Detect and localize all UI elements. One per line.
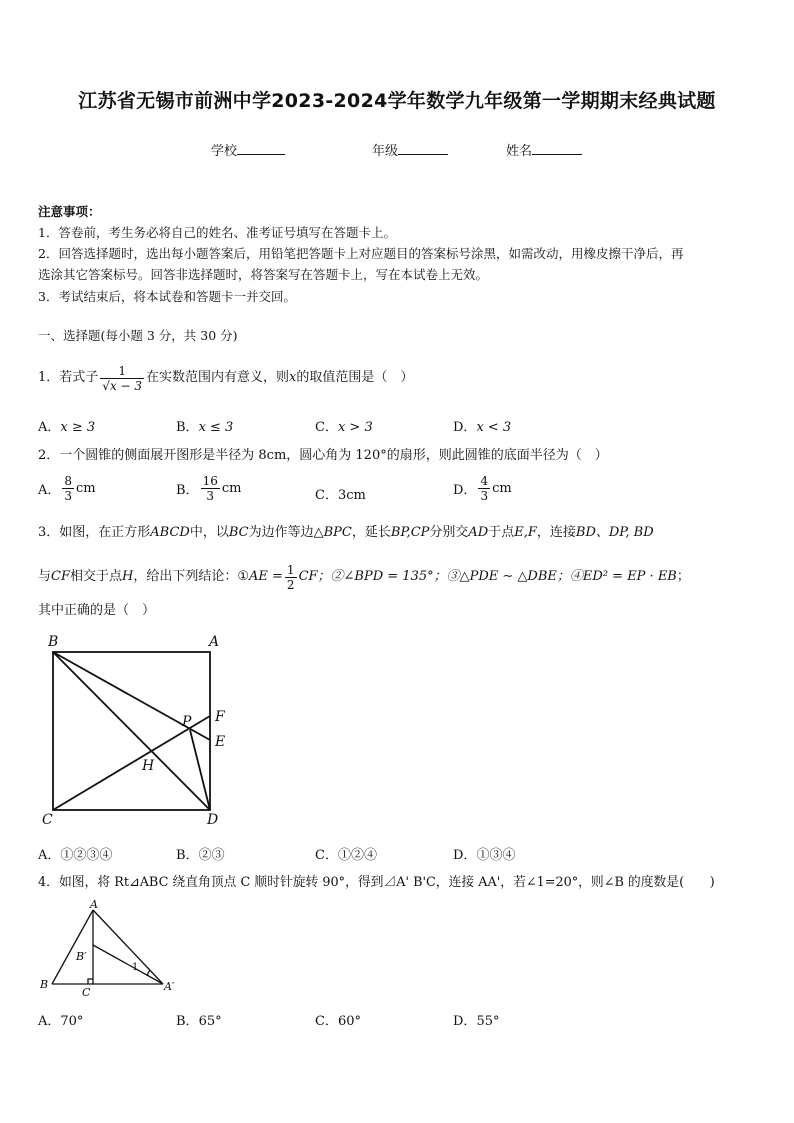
q3-option-d[interactable]: D．①③④ [453, 848, 516, 863]
name-field[interactable] [506, 140, 582, 159]
label-b: B [40, 978, 49, 991]
angle-1-arc [147, 970, 150, 976]
label-a: A [90, 898, 98, 911]
school-field[interactable] [211, 140, 285, 159]
question-1 [38, 358, 413, 398]
label-f: F [215, 709, 225, 725]
q4-option-b[interactable]: B．65° [176, 1014, 222, 1029]
page-title: 江苏省无锡市前洲中学2023-2024学年数学九年级第一学期期末经典试题 [78, 90, 716, 112]
note-item: 3．考试结束后，将本试卷和答题卡一并交回。 [38, 289, 296, 304]
q1-fraction [100, 364, 144, 393]
question-3-line3: 其中正确的是（ ） [38, 603, 156, 618]
q3-option-c[interactable]: C．①②④ [315, 848, 377, 863]
segment-b1a1 [93, 945, 163, 984]
name-label: 姓名 [506, 144, 533, 159]
q3-square-figure [36, 630, 236, 830]
label-d: D [207, 812, 219, 828]
segment-pd [190, 730, 210, 810]
section-heading: 一、选择题(每小题 3 分，共 30 分) [38, 328, 238, 343]
q4-triangle-figure [36, 898, 186, 1000]
label-angle-1: 1 [132, 962, 139, 973]
q2-option-b[interactable]: B． $\frac{16}{3}$ cm [176, 474, 242, 503]
q1-var: x [289, 370, 297, 385]
question-4: 4．如图，将 Rt⊿ABC 绕直角顶点 C 顺时针旋转 90°，得到⊿A' B'C，连接 AA'，若∠1=20°，则∠B 的度数是( ) [38, 875, 715, 890]
q1-option-b[interactable]: B．x ≤ 3 [176, 420, 234, 435]
name-blank[interactable] [532, 142, 582, 155]
label-c: C [82, 986, 91, 999]
question-3-line2: 与 CF 相交于点 H ，给出下列结论： ① AE = $\frac{1}{2}$ CF ；②∠BPD = 135° ；③△PDE ∼ △DBE ；④ED² = EP · EB ； [38, 562, 690, 592]
q1-frac-num: 1 [100, 364, 144, 379]
q3-option-a[interactable]: A．①②③④ [38, 848, 113, 863]
q4-option-d[interactable]: D．55° [453, 1014, 500, 1029]
segment-aa1 [93, 910, 163, 984]
grade-label: 年级 [372, 144, 399, 159]
label-b: B [48, 634, 59, 650]
label-a: A [209, 634, 220, 650]
q3-option-b[interactable]: B．②③ [176, 848, 225, 863]
q4-option-c[interactable]: C．60° [315, 1014, 361, 1029]
notes-heading: 注意事项： [38, 204, 101, 219]
q1-option-a[interactable]: A．x ≥ 3 [38, 420, 96, 435]
q1-frac-den: √x − 3 [102, 378, 143, 393]
segment-ba [52, 910, 93, 984]
q2-option-a[interactable]: A． $\frac{8}{3}$ cm [38, 474, 96, 503]
grade-blank[interactable] [398, 142, 448, 155]
q2-option-c[interactable]: C．3cm [315, 488, 366, 503]
q2-option-d[interactable]: D． $\frac{4}{3}$ cm [453, 474, 512, 503]
note-item: 1．答卷前，考生务必将自己的姓名、准考证号填写在答题卡上。 [38, 225, 396, 240]
question-3-line1: 3．如图，在正方形ABCD中，以BC为边作等边△BPC，延长BP,CP分别交AD于点E,F，连接BD、DP, BD [38, 525, 654, 540]
label-c: C [42, 812, 53, 828]
q1-tail: 的取值范围是（ ） [296, 370, 414, 385]
school-label: 学校 [211, 144, 238, 159]
question-2: 2．一个圆锥的侧面展开图形是半径为 8cm，圆心角为 120°的扇形，则此圆锥的底面半径为（ ） [38, 448, 608, 463]
q1-suffix: 在实数范围内有意义，则 [146, 370, 290, 385]
school-blank[interactable] [237, 142, 285, 155]
label-a-prime: A′ [164, 980, 175, 993]
label-b-prime: B′ [76, 950, 87, 963]
q4-option-a[interactable]: A．70° [38, 1014, 84, 1029]
right-angle-mark [88, 979, 93, 984]
label-p: P [182, 714, 192, 730]
q1-option-c[interactable]: C．x > 3 [315, 420, 373, 435]
label-e: E [215, 734, 226, 750]
q1-option-d[interactable]: D．x < 3 [453, 420, 512, 435]
grade-field[interactable] [372, 140, 448, 159]
note-item: 2．回答选择题时，选出每小题答案后，用铅笔把答题卡上对应题目的答案标号涂黑，如需改动，用橡皮擦干净后，再 [38, 246, 684, 261]
label-h: H [142, 758, 155, 774]
note-item: 选涂其它答案标号。回答非选择题时，将答案写在答题卡上，写在本试卷上无效。 [38, 267, 489, 282]
q1-prefix: 1．若式子 [38, 370, 99, 385]
